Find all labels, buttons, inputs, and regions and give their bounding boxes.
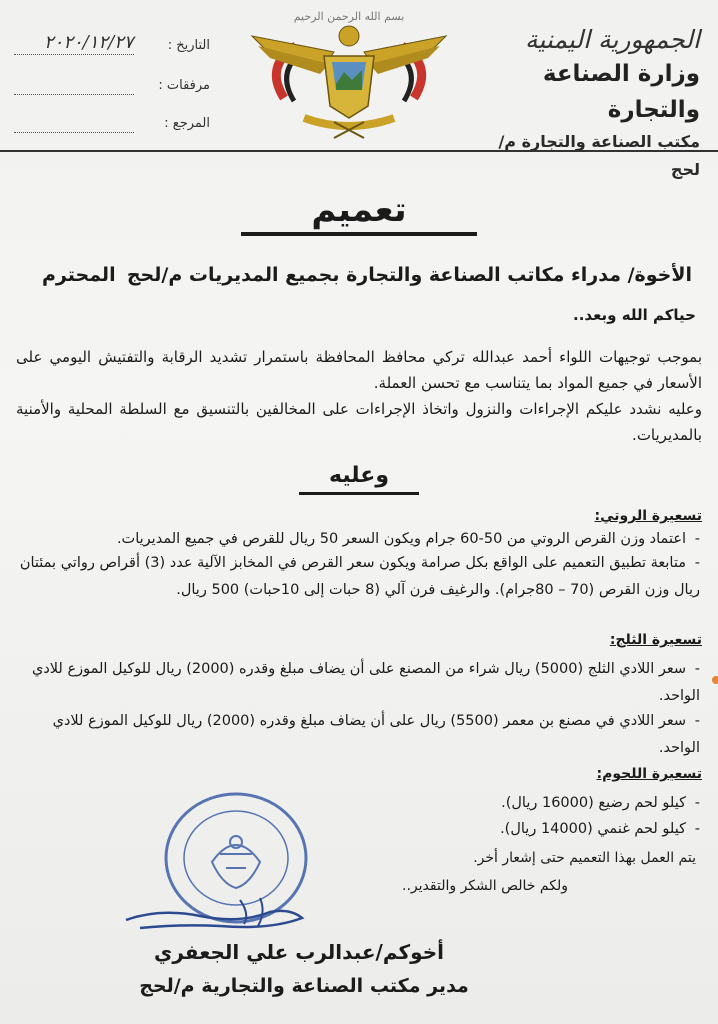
section-heading-meat: تسعيرة اللحوم: — [596, 766, 702, 782]
signature-block — [0, 935, 718, 1003]
meta-label: مرفقات : — [158, 78, 210, 93]
list-item: -سعر اللادي الثلج (5000) ريال شراء من المصنع على أن يضاف مبلغ وقدره (2000) ريال للوكيل الموزع للادي الواحد. — [31, 661, 700, 704]
meta-label: المرجع : — [164, 116, 210, 131]
signature-scribble-icon — [120, 890, 310, 938]
header-divider — [0, 150, 718, 152]
meta-label: التاريخ : — [167, 38, 210, 53]
signatory-title: مدير مكتب الصناعة والتجارية م/لحج — [139, 975, 469, 997]
subtitle: وعليه — [0, 462, 718, 495]
respect-label: المحترم — [42, 264, 116, 286]
addressee: الأخوة/ مدراء مكاتب الصناعة والتجارة بجميع المديريات م/لحج — [126, 264, 692, 286]
list-item: -كيلو لحم رضيع (16000 ريال). — [501, 795, 700, 811]
list-item: -سعر اللادي في مصنع بن معمر (5500) ريال على أن يضاف مبلغ وقدره (2000) ريال للوكيل الموزع للادي الواحد. — [52, 713, 700, 756]
ministry-name: وزارة الصناعة والتجارة — [542, 61, 700, 123]
orange-mark — [712, 676, 718, 684]
letterhead-right — [470, 24, 700, 184]
meta-reference — [14, 116, 210, 131]
greeting: حياكم الله وبعد.. — [573, 306, 696, 324]
basmala: بسم الله الرحمن الرحيم — [293, 10, 405, 23]
list-item: -كيلو لحم غنمي (14000 ريال). — [500, 821, 700, 837]
meta-date — [14, 32, 210, 53]
date-value: ٢٠٢٠/١٢/٢٧ — [44, 32, 134, 53]
section-heading-bread: تسعيرة الروتي: — [594, 508, 702, 524]
section-heading-ice: تسعيرة الثلج: — [609, 632, 702, 648]
meta-attachments — [14, 78, 210, 93]
paragraph: بموجب توجيهات اللواء أحمد عبدالله تركي محافظ المحافظة باستمرار تشديد الرقابة والتفتيش اليومي على الأسعار في جميع المواد بما يتناسب مع تحسن العملة. — [16, 348, 702, 392]
list-item: -اعتماد وزن القرص الروتي من 50-60 جرام ويكون السعر 50 ريال للقرص في جميع المديريات. — [116, 531, 700, 547]
closing-note: يتم العمل بهذا التعميم حتى إشعار أخر. — [473, 850, 696, 866]
yemen-emblem-icon — [244, 6, 454, 144]
closing-thanks: ولكم خالص الشكر والتقدير.. — [402, 878, 568, 894]
signatory-name: أخوكم/عبدالرب علي الجعفري — [154, 940, 444, 964]
office-name: مكتب الصناعة والتجارة م/لحج — [498, 132, 700, 179]
document-title: تعميم — [0, 190, 718, 236]
list-item: -متابعة تطبيق التعميم على الواقع بكل صرامة ويكون سعر القرص في المخابز الآلية عدد (3) أقراص رواتي بمئتان ريال وزن القرص (70 – 80جرام). والرغيف فرن آلي (8 حبات إلى 10حبات) 500 ريال. — [19, 555, 700, 598]
paragraph: وعليه نشدد عليكم الإجراءات والنزول واتخاذ الإجراءات على المخالفين بالتنسيق مع السلطة المحلية والأمنية بالمديريات. — [16, 400, 702, 444]
address-line — [42, 262, 692, 288]
republic-name: الجمهورية اليمنية — [524, 25, 700, 54]
